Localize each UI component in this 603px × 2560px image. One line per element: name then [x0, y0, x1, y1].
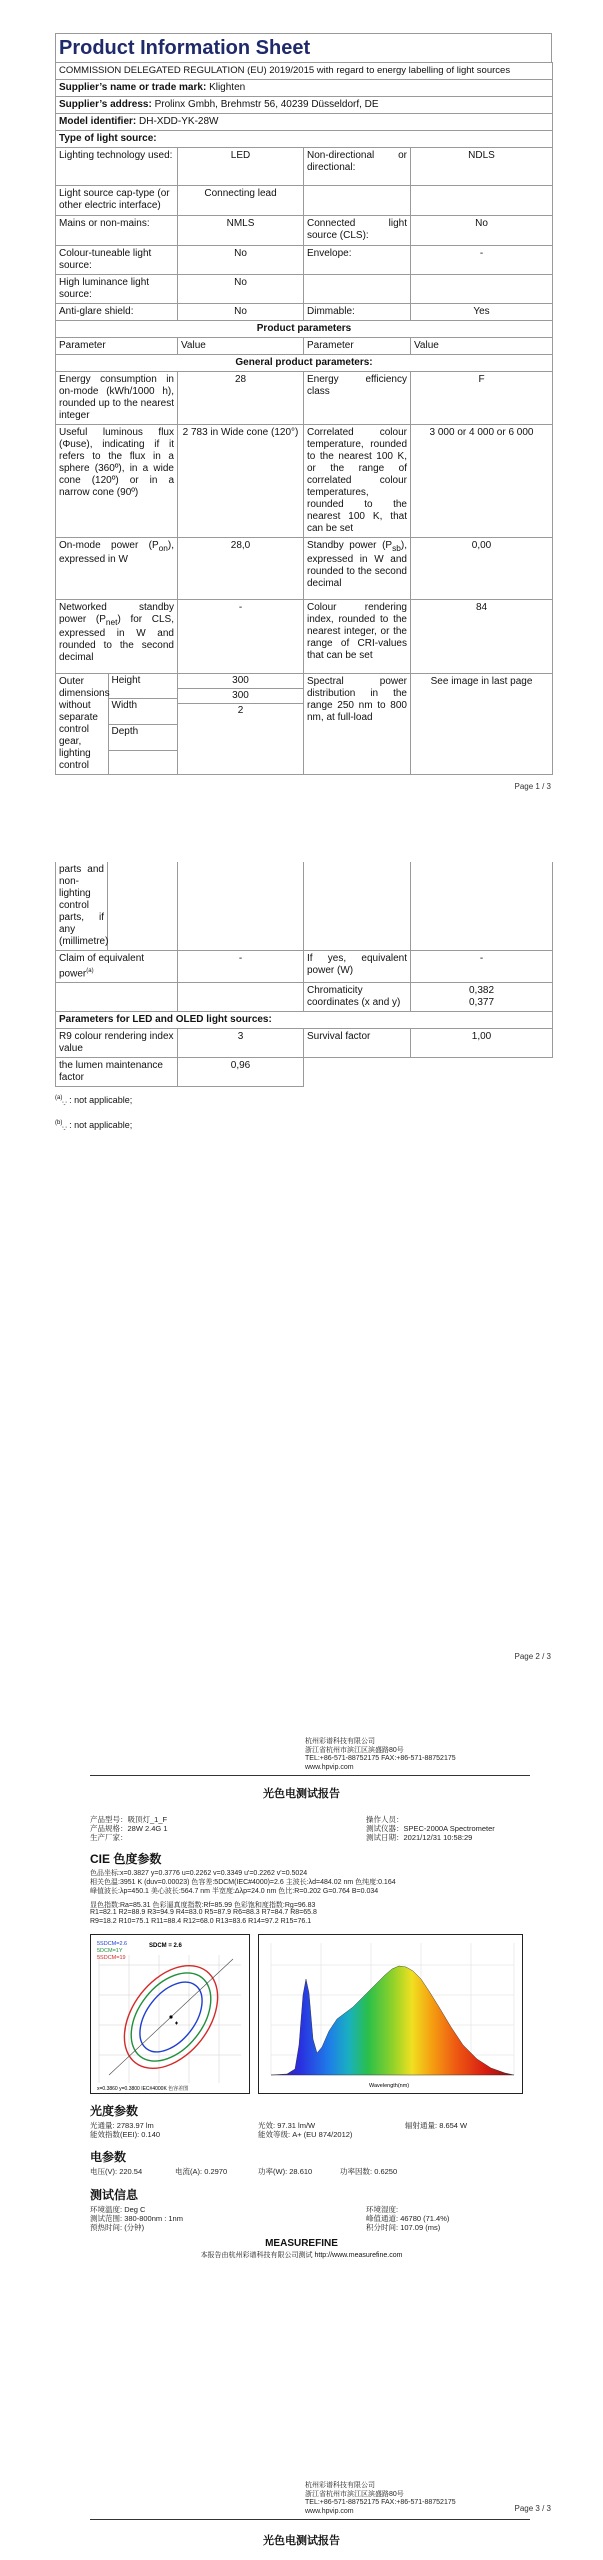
- energy-class-label: Energy efficiency class: [304, 372, 411, 425]
- report-address-2: 浙江省杭州市滨江区滨盛路80号: [305, 2490, 404, 2498]
- height-label: Height: [108, 674, 177, 699]
- cie-line-3: 峰值波长:λp=450.1 美心波长:564.7 nm 半宽度:Δλp=24.0 nm 色比:R=0.202 G=0.764 B=0.034: [90, 1888, 379, 1895]
- report-company: 杭州彩谱科技有限公司: [305, 1738, 375, 1745]
- survival-factor-value: 1,00: [411, 1029, 553, 1058]
- cri-label: Colour rendering index, rounded to the nearest integer, or the range of CRI-values that can be set: [304, 600, 411, 674]
- target-point: [169, 2015, 172, 2018]
- luminous-flux-value: 2 783 in Wide cone (120°): [178, 425, 304, 538]
- report-web-2: www.hpvip.com: [305, 2507, 354, 2515]
- power-factor: 0.6250: [374, 2167, 398, 2176]
- report-tel-2: TEL:+86-571-88752175 FAX:+86-571-88752175: [305, 2499, 456, 2506]
- width-label: Width: [108, 699, 177, 725]
- anti-glare-value: No: [178, 304, 304, 321]
- product-table-cont: [55, 862, 553, 1087]
- col-parameter-2: Parameter: [304, 338, 411, 355]
- report-tel: TEL:+86-571-88752175 FAX:+86-571-88752175: [305, 1755, 456, 1762]
- spectrum-svg: [259, 1935, 522, 2093]
- r9-value: 3: [178, 1029, 304, 1058]
- outer-dimensions-label: Outer dimensions without separate control gear, lighting control: [56, 674, 108, 774]
- mains-value: NMLS: [178, 216, 304, 246]
- test-info-title: 测试信息: [90, 2188, 139, 2202]
- page-3-test-report: 杭州彩谱科技有限公司 浙江省杭州市滨江区滨盛路80号 TEL:+86-571-88752175 FAX:+86-571-88752175 www.hpvip.com 光色电测试报告 产品型号：吸顶灯_1_F 产品规格：28W 2.4G 1 生产厂家： 操作人员： 测试仪器：SPEC-2000A Spectrometer 测试日期：2021/12/31 10:58:29 CIE 色度参数 色品坐标:x=0.3827 y=0.3776 u=0.2262 v=0.3349 u'=0.2262 v'=0.5024 相关色温:3951 K (duv=0.00023) 色容差:5DCM(IEC#4000)=2.6 主波长:λd=484.02 nm 色纯度:0.164 峰值波长:λp=450.1 美心波长:564.7 nm 半宽度:Δλp=24.0 nm 色比:R=0.202 G=0.764 B=0.034 显色指数:Ra=85.31 色彩逼真度指数:Rf=85.99 色彩饱和度指数:Rg=96.83 R1=82.1 R2=88.9 R3=94.9 R4=83.0 R5=87.9 R6=88.3 R7=84.7 R8=65.8 R9=18.2 R10=75.1 R11=88.4 R12=68.0 R13=83.6 R14=97.2 R15=76.1 5SDCM=2.6 5DCM=1Y 5SDCM=19 SDCM = 2.6 x=0.3860 y=0.3800 IEC#4000K 色容差图 Wavelength(nm) 光度参数 光通量: 2783.97 lm 光效: 97.31 lm/W 辐射通量: 8.654 W 能效指数(EEI): 0.140 能效等级: A+ (EU 874/2012) 电参数 电压(V): 220.54 电流(A): 0.2970 功率(W): 28.610 功率因数: 0.6250 测试信息 环境温度: Deg C 测试范围: 380-800nm : 1nm 预热时间: (分钟) 环境湿度: 峰值通道: 46780 (71.4%) 积分时间: 107.09 (ms) MEASUREFINE 本报告由杭州彩谱科技有限公司测试 http://www.measurefine.com 杭州彩谱科技有限公司 浙江省杭州市滨江区滨盛路80号 TEL:+86-571-88752175 FAX:+86-571-88752175 www.hpvip.com Page 3 / 3 光色电测试报告: [0, 1690, 603, 2560]
- outer-dimensions-label-cont: parts and non-lighting control parts, if any (millimetre): [56, 862, 108, 951]
- report-company-2: 杭州彩谱科技有限公司: [305, 2482, 375, 2489]
- product-spec: 28W 2.4G 1: [127, 1824, 168, 1833]
- cri-line-2: R1=82.1 R2=88.9 R3=94.9 R4=83.0 R5=87.9 R6=88.3 R7=84.7 R8=65.8: [90, 1909, 317, 1916]
- integration-time: 107.09 (ms): [400, 2223, 441, 2232]
- networked-standby-value: -: [178, 600, 304, 674]
- col-parameter-1: Parameter: [56, 338, 178, 355]
- on-mode-power-label: On-mode power $(P_{on})$, expressed in W: [56, 538, 178, 600]
- col-value-2: Value: [411, 338, 553, 355]
- test-range: 380-800nm : 1nm: [124, 2214, 183, 2223]
- cap-type-label: Light source cap-type (or other electric interface): [56, 186, 178, 216]
- led-parameters-heading: Parameters for LED and OLED light sources:: [56, 1012, 553, 1029]
- dimmable-label: Dimmable:: [304, 304, 411, 321]
- legend-1: 5SDCM=2.6: [97, 1941, 128, 1947]
- cie-line-2: 相关色温:3951 K (duv=0.00023) 色容差:5DCM(IEC#4000)=2.6 主波长:λd=484.02 nm 色纯度:0.164: [90, 1879, 396, 1886]
- sheet-title: Product Information Sheet: [55, 33, 552, 62]
- spectrum-curve: [271, 1966, 514, 2075]
- supplier-name: Klighten: [209, 82, 246, 93]
- anti-glare-label: Anti-glare shield:: [56, 304, 178, 321]
- report-web: www.hpvip.com: [305, 1763, 354, 1771]
- page-number-2: Page 2 / 3: [514, 1652, 551, 1661]
- directional-label: Non-directional or directional:: [304, 148, 411, 186]
- current: 0.2970: [204, 2167, 228, 2176]
- cls-value: No: [411, 216, 553, 246]
- photometric-title: 光度参数: [90, 2104, 139, 2118]
- equivalent-power-w-value: -: [411, 951, 553, 983]
- lighting-tech-value: LED: [178, 148, 304, 186]
- report-title-2: 光色电测试报告: [263, 2535, 340, 2547]
- footnote-b: $^{(b)}_{'-'}$ : not applicable;: [55, 1120, 133, 1133]
- ellipse-header: SDCM = 2.6: [149, 1943, 182, 1949]
- report-header: [305, 1738, 456, 1772]
- spectrum-axis-label: Wavelength(nm): [369, 2083, 410, 2089]
- electrical-title: 电参数: [90, 2150, 127, 2164]
- luminous-flux-label: Useful luminous flux (Φuse), indicating if it refers to the flux in a sphere (360º), in a wide cone (120º) or in a narrow cone (90º): [56, 425, 178, 538]
- cls-label: Connected light source (CLS):: [304, 216, 411, 246]
- cie-line-1: 色品坐标:x=0.3827 y=0.3776 u=0.2262 v=0.3349 u'=0.2262 v'=0.5024: [90, 1870, 308, 1877]
- cie-title: CIE 色度参数: [90, 1852, 162, 1866]
- lumen-maintenance-value: 0,96: [178, 1058, 304, 1087]
- header-rule-2: [90, 2519, 530, 2520]
- product-model: 吸顶灯_1_F: [127, 1815, 168, 1824]
- report-address: 浙江省杭州市滨江区滨盛路80号: [305, 1746, 404, 1754]
- cap-type-value: Connecting lead: [178, 186, 304, 216]
- spectrum-chart: [258, 1934, 523, 2094]
- energy-grade: A+ (EU 874/2012): [292, 2130, 353, 2139]
- supplier-address: Prolinx Gmbh, Brehmstr 56, 40239 Düsseldorf, DE: [154, 99, 379, 110]
- eei: 0.140: [141, 2130, 161, 2139]
- lighting-tech-label: Lighting technology used:: [56, 148, 178, 186]
- general-parameters-heading: General product parameters:: [56, 355, 553, 372]
- product-information-sheet-cont: [55, 862, 552, 1139]
- energy-class-value: F: [411, 372, 553, 425]
- depth-value: 2: [237, 705, 244, 716]
- legend-3: 5SDCM=19: [97, 1955, 126, 1961]
- luminous-flux: 2783.97 lm: [116, 2121, 154, 2130]
- report-header-2: [305, 2482, 456, 2516]
- standby-power-value: 0,00: [411, 538, 553, 600]
- product-table: [55, 62, 553, 775]
- peak-channel: 46780 (71.4%): [400, 2214, 450, 2223]
- chromaticity-x: 0,382: [468, 985, 495, 997]
- colour-tuneable-label: Colour-tuneable light source:: [56, 246, 178, 275]
- report-title: 光色电测试报告: [263, 1788, 340, 1800]
- footnotes: [55, 1089, 552, 1139]
- width-value: 300: [178, 689, 303, 704]
- page-2: [0, 830, 603, 1690]
- r9-label: R9 colour rendering index value: [56, 1029, 178, 1058]
- type-of-light-source: Type of light source:: [56, 131, 553, 148]
- high-luminance-label: High luminance light source:: [56, 275, 178, 304]
- page-number-3: Page 3 / 3: [514, 2504, 551, 2513]
- footer-note: 本报告由杭州彩谱科技有限公司测试 http://www.measurefine.com: [200, 2252, 403, 2259]
- equivalent-power-value: -: [178, 951, 304, 983]
- height-value: 300: [178, 674, 303, 689]
- cri-line-1: 显色指数:Ra=85.31 色彩逼真度指数:Rf=85.99 色彩饱和度指数:Rg=96.83: [90, 1902, 316, 1909]
- sdcm-ellipse-svg: [91, 1935, 249, 2093]
- footer-brand: MEASUREFINE: [265, 2238, 338, 2249]
- product-information-sheet: [55, 33, 552, 775]
- instrument: SPEC-2000A Spectrometer: [403, 1824, 495, 1833]
- supplier-name-label: Supplier’s name or trade mark:: [59, 82, 207, 93]
- mains-label: Mains or non-mains:: [56, 216, 178, 246]
- header-rule: [90, 1775, 530, 1776]
- dimmable-value: Yes: [411, 304, 553, 321]
- directional-value: NDLS: [411, 148, 553, 186]
- on-mode-power-value: 28,0: [178, 538, 304, 600]
- product-parameters-heading: Product parameters: [56, 321, 553, 338]
- measured-point: [175, 2022, 178, 2025]
- env-temperature: Deg C: [124, 2205, 146, 2214]
- energy-consumption-value: 28: [178, 372, 304, 425]
- depth-label: Depth: [108, 724, 177, 750]
- col-value-1: Value: [178, 338, 304, 355]
- voltage: 220.54: [119, 2167, 143, 2176]
- chromaticity-y: 0,377: [468, 997, 495, 1009]
- cri-value: 84: [411, 600, 553, 674]
- cct-value: 3 000 or 4 000 or 6 000: [411, 425, 553, 538]
- supplier-address-label: Supplier’s address:: [59, 99, 152, 110]
- regulation-text: COMMISSION DELEGATED REGULATION (EU) 2019/2015 with regard to energy labelling of light sources: [56, 63, 553, 80]
- ellipse-footer: x=0.3860 y=0.3800 IEC#4000K 色容差图: [97, 2086, 189, 2092]
- page-1: [0, 0, 603, 830]
- survival-factor-label: Survival factor: [304, 1029, 411, 1058]
- spd-value: See image in last page: [411, 674, 553, 775]
- standby-power-label: Standby power $(P_{sb})$, expressed in W and rounded to the second decimal: [304, 538, 411, 600]
- energy-consumption-label: Energy consumption in on-mode (kWh/1000 h), rounded up to the nearest integer: [56, 372, 178, 425]
- luminous-efficacy: 97.31 lm/W: [277, 2121, 316, 2130]
- cri-line-3: R9=18.2 R10=75.1 R11=88.4 R12=68.0 R13=83.6 R14=97.2 R15=76.1: [90, 1918, 312, 1925]
- envelope-value: -: [411, 246, 553, 275]
- preheat-time: (分钟): [124, 2223, 145, 2232]
- colour-tuneable-value: No: [178, 246, 304, 275]
- equivalent-power-label: Claim of equivalent power$^{(a)}$: [56, 951, 178, 983]
- networked-standby-label: Networked standby power $(P_{net})$ for CLS, expressed in W and rounded to the second decimal: [56, 600, 178, 674]
- envelope-label: Envelope:: [304, 246, 411, 275]
- spd-label: Spectral power distribution in the range 250 nm to 800 nm, at full-load: [304, 674, 411, 775]
- test-date: 2021/12/31 10:58:29: [403, 1833, 473, 1842]
- legend-2: 5DCM=1Y: [97, 1948, 123, 1954]
- footnote-a: $^{(a)}_{'-'}$ : not applicable;: [55, 1095, 133, 1109]
- chromaticity-value: [411, 983, 553, 1012]
- equivalent-power-w-label: If yes, equivalent power (W): [304, 951, 411, 983]
- power: 28.610: [289, 2167, 313, 2176]
- cct-label: Correlated colour temperature, rounded to the nearest 100 K, or the range of correlated colour temperatures, rounded to the nearest 100 K, that can be set: [304, 425, 411, 538]
- model-label: Model identifier:: [59, 116, 137, 127]
- lumen-maintenance-label: the lumen maintenance factor: [56, 1058, 178, 1087]
- sdcm-ellipse-chart: [90, 1934, 250, 2094]
- ellipse-grid: [99, 1955, 241, 2083]
- model-identifier: DH-XDD-YK-28W: [139, 116, 219, 127]
- high-luminance-value: No: [178, 275, 304, 304]
- page-number-1: Page 1 / 3: [514, 782, 551, 791]
- radiant-flux: 8.654 W: [439, 2121, 468, 2130]
- chromaticity-label: Chromaticity coordinates (x and y): [304, 983, 411, 1012]
